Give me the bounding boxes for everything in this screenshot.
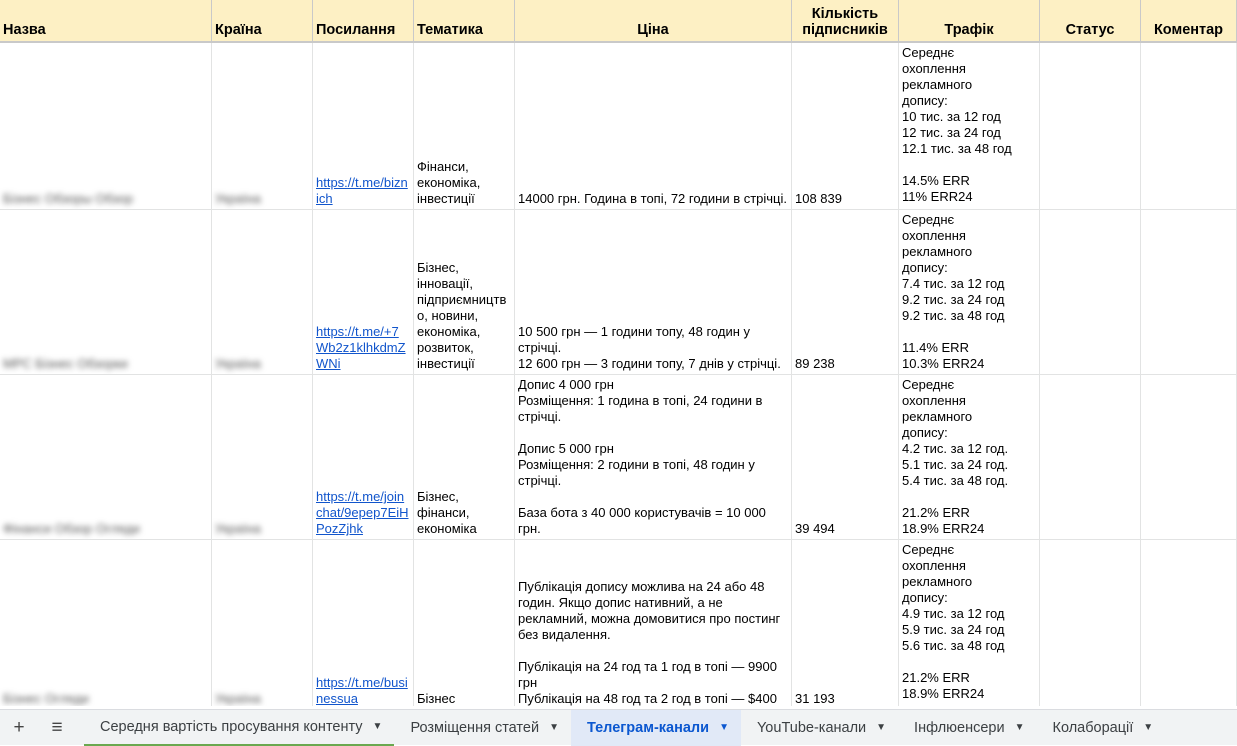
tab-label: Колаборації: [1052, 719, 1134, 736]
tab-label: Інфлюенсери: [914, 719, 1005, 736]
header-country-label: Країна: [215, 22, 262, 38]
caret-down-icon[interactable]: ▼: [719, 722, 729, 733]
header-topic-label: Тематика: [417, 22, 483, 38]
channel-name: Фінанси Обзор Огляди: [3, 521, 140, 536]
cell-topic[interactable]: [414, 540, 515, 706]
channel-name: Бізнес Обзоры Обзор: [3, 191, 133, 206]
header-subscribers-label: Кількість підписників: [802, 6, 888, 38]
tab-article-placement[interactable]: [394, 710, 571, 746]
channel-price: Публікація допису можлива на 24 або 48 годин. Якщо допис нативний, а не рекламний, можна домовитися про постинг без видалення. Публікація на 24 год та 1 год в топі — 9900 грн Публікація на 48 год та 2 год в топі — $400: [518, 579, 781, 706]
cell-price[interactable]: [515, 43, 792, 210]
tab-collaborations[interactable]: [1037, 710, 1166, 746]
tab-telegram-channels[interactable]: [571, 710, 741, 746]
channel-link[interactable]: https://t.me/businessua: [316, 675, 408, 706]
cell-price[interactable]: [515, 210, 792, 375]
channel-country: Україна: [215, 356, 261, 371]
tab-label: Розміщення статей: [410, 719, 540, 736]
tab-label: Середня вартість просування контенту: [100, 718, 363, 735]
table-row: [0, 375, 1237, 540]
channel-subscribers: 108 839: [795, 191, 842, 206]
channel-traffic: Середнє охоплення рекламного допису: 4.2 тис. за 12 год. 5.1 тис. за 24 год. 5.4 тис. за 48 год. 21.2% ERR 18.9% ERR24: [902, 377, 1009, 536]
header-traffic-label: Трафік: [944, 22, 994, 38]
channel-link[interactable]: https://t.me/joinchat/9epep7EiHPozZjhk: [316, 489, 409, 536]
cell-name[interactable]: [0, 375, 212, 540]
header-status-label: Статус: [1065, 22, 1115, 38]
cell-country[interactable]: [212, 540, 313, 706]
sheet-tab-bar: [0, 709, 1237, 745]
channel-topic: Фінанси, економіка, інвестиції: [417, 159, 481, 206]
header-price[interactable]: [515, 0, 792, 43]
cell-link: [313, 43, 414, 210]
channel-traffic: Середнє охоплення рекламного допису: 4.9 тис. за 12 год 5.9 тис. за 24 год 5.6 тис. за 48 год 21.2% ERR 18.9% ERR24: [902, 542, 1005, 701]
table-row: [0, 43, 1237, 210]
channel-price: Допис 4 000 грн Розміщення: 1 година в топі, 24 години в стрічці. Допис 5 000 грн Розміщення: 2 години в топі, 48 годин у стрічці. База бота з 40 000 користувачів = 10 000 грн.: [518, 377, 766, 536]
header-name[interactable]: [0, 0, 212, 43]
tab-label: Телеграм-канали: [586, 719, 710, 736]
cell-link: [313, 375, 414, 540]
cell-country[interactable]: [212, 210, 313, 375]
channel-link[interactable]: https://t.me/+7Wb2z1klhkdmZWNi: [316, 324, 406, 371]
cell-price[interactable]: [515, 375, 792, 540]
channel-country: Україна: [215, 191, 261, 206]
cell-name[interactable]: [0, 210, 212, 375]
channel-topic: Бізнес: [417, 691, 456, 706]
header-comment[interactable]: [1141, 0, 1237, 43]
channel-name: МРС Бізнес Обзорки: [3, 356, 128, 371]
header-country[interactable]: [212, 0, 313, 43]
plus-icon[interactable]: +: [13, 716, 25, 738]
cell-comment[interactable]: [1141, 375, 1237, 540]
table-row: [0, 210, 1237, 375]
cell-subscribers[interactable]: [792, 375, 899, 540]
cell-topic[interactable]: [414, 210, 515, 375]
caret-down-icon[interactable]: ▼: [1014, 722, 1025, 733]
table-row: [0, 540, 1237, 706]
header-link[interactable]: [313, 0, 414, 43]
channel-traffic: Середнє охоплення рекламного допису: 7.4 тис. за 12 год 9.2 тис. за 24 год 9.2 тис. за 48 год 11.4% ERR 10.3% ERR24: [902, 212, 1005, 371]
cell-comment[interactable]: [1141, 540, 1237, 706]
cell-subscribers[interactable]: [792, 540, 899, 706]
caret-down-icon[interactable]: ▼: [1143, 722, 1154, 733]
channel-price: 14000 грн. Година в топі, 72 години в стрічці.: [518, 191, 788, 206]
cell-traffic[interactable]: [899, 210, 1040, 375]
tab-label: YouTube-канали: [756, 719, 867, 736]
cell-link: [313, 540, 414, 706]
header-traffic[interactable]: [899, 0, 1040, 43]
caret-down-icon[interactable]: ▼: [549, 722, 559, 733]
tab-content-promotion-cost[interactable]: [84, 710, 394, 746]
header-subscribers[interactable]: [792, 0, 899, 43]
cell-comment[interactable]: [1141, 43, 1237, 210]
cell-name[interactable]: [0, 43, 212, 210]
header-name-label: Назва: [3, 22, 46, 38]
cell-country[interactable]: [212, 43, 313, 210]
caret-down-icon[interactable]: ▼: [876, 722, 887, 733]
header-price-label: Ціна: [637, 22, 669, 38]
header-comment-label: Коментар: [1153, 22, 1224, 38]
channel-link[interactable]: https://t.me/biznich: [316, 175, 408, 206]
channel-subscribers: 89 238: [795, 356, 835, 371]
cell-traffic[interactable]: [899, 540, 1040, 706]
cell-subscribers[interactable]: [792, 210, 899, 375]
cell-name[interactable]: [0, 540, 212, 706]
caret-down-icon[interactable]: ▼: [372, 721, 383, 732]
channel-subscribers: 39 494: [795, 521, 835, 536]
channel-topic: Бізнес, фінанси, економіка: [417, 489, 477, 536]
header-topic[interactable]: [414, 0, 515, 43]
cell-subscribers[interactable]: [792, 43, 899, 210]
header-link-label: Посилання: [316, 22, 396, 38]
cell-link: [313, 210, 414, 375]
cell-status[interactable]: [1040, 43, 1141, 210]
channel-topic: Бізнес, інновації, підприємництво, новини, економіка, розвиток, інвестиції: [417, 260, 507, 371]
channel-traffic: Середнє охоплення рекламного допису: 10 тис. за 12 год 12 тис. за 24 год 12.1 тис. за 48 год 14.5% ERR 11% ERR24: [902, 45, 1012, 204]
cell-price[interactable]: [515, 540, 792, 706]
cell-topic[interactable]: [414, 375, 515, 540]
channel-country: Україна: [215, 521, 261, 536]
channel-name: Бізнес Огляди: [3, 691, 89, 706]
cell-status[interactable]: [1040, 375, 1141, 540]
channel-price: 10 500 грн — 1 години топу, 48 годин у стрічці. 12 600 грн — 3 години топу, 7 днів у стрічці.: [518, 324, 781, 371]
cell-traffic[interactable]: [899, 375, 1040, 540]
tab-influencers[interactable]: [898, 710, 1036, 746]
channel-subscribers: 31 193: [795, 691, 835, 706]
hamburger-icon[interactable]: ≡: [51, 716, 63, 738]
cell-status[interactable]: [1040, 210, 1141, 375]
channel-country: Україна: [215, 691, 261, 706]
header-row: [0, 0, 1237, 43]
cell-traffic[interactable]: [899, 43, 1040, 210]
cell-status[interactable]: [1040, 540, 1141, 706]
cell-topic[interactable]: [414, 43, 515, 210]
tab-youtube-channels[interactable]: [741, 710, 898, 746]
header-status[interactable]: [1040, 0, 1141, 43]
cell-country[interactable]: [212, 375, 313, 540]
cell-comment[interactable]: [1141, 210, 1237, 375]
